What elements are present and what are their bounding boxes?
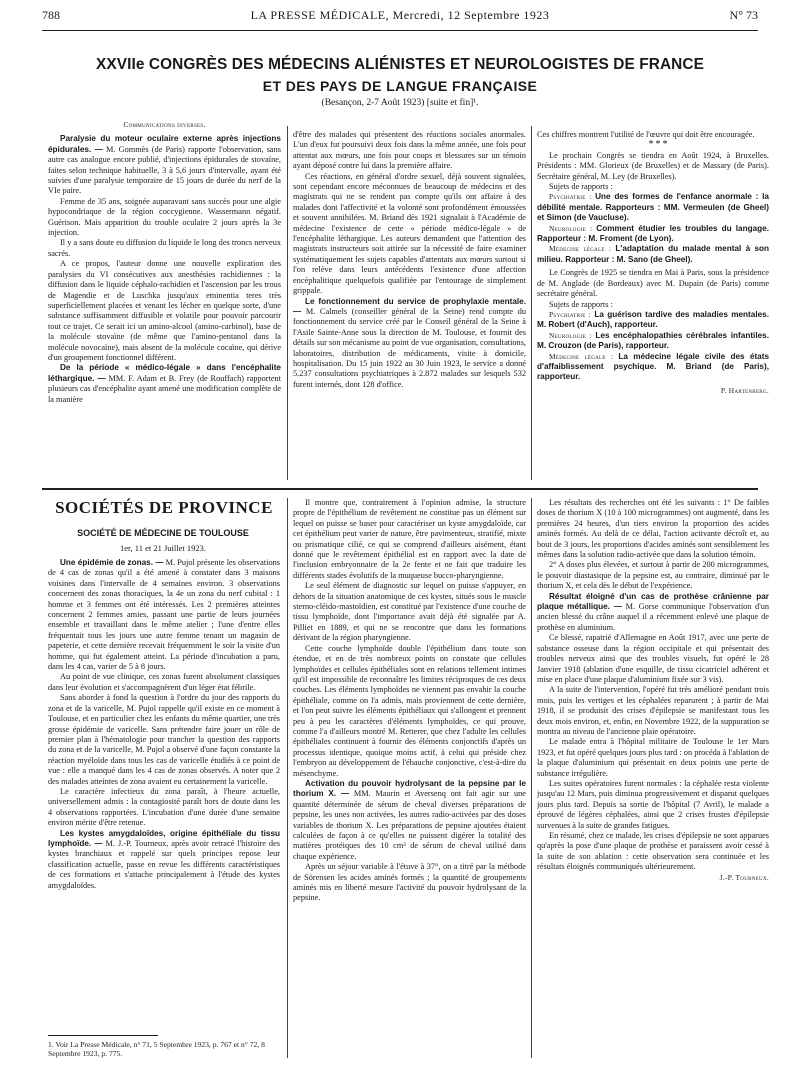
report-category: Médecine légale :	[549, 244, 612, 254]
article-heading: Les kystes amygdaloïdes, origine épithéliale du tissu lymphoïde. —	[48, 828, 280, 848]
paragraph: Sans aborder à fond la question à l'ordre du jour des rapports du zona et de la varicelle, M. Pujol rappelle qu'il existe en ce moment à Toulouse, et en particulier chez les enfants du même quartier, une très grosse épidémie de varicelle. Sans prétendre faire jouer un rôle de premier plan à l'hématologie pour trancher la question des rapports du zona et de la varicelle, M. Pujol a observé d'une façon constante la réaction myéloïde dans tous les cas de varicelle étudiés à ce point de vue : elle a manqué dans les 4 cas de zonas observés. A noter que 2 des malades atteintes de zona avaient eu certainement la varicelle.	[48, 693, 280, 786]
congress-title-line2: ET DES PAYS DE LANGUE FRANÇAISE	[262, 78, 538, 94]
paragraph: A ce propos, l'auteur donne une nouvelle explication des paralysies du VI consécutives aux anesthésies rachidiennes : la diffusion dans le liquide céphalo-rachidien et l'ascension par les trous de Magendie et de Luschka jusqu'aux eminentia teres très superficiellement placées et venant les lécher en quelque sorte, d'une substance suffisamment diffusible et volatile pour pouvoir parcourir tout ce trajet. Ce serait ici un amino-alcool (amino-carbinol), base de la molécule stovaïne (de même que l'amino-pentanol dans la molécule novocaïne), mais absent de la molécule cocaïne, qui dérive d'un groupement fonctionnel différent.	[48, 259, 281, 362]
report-category: Neurologie :	[549, 330, 592, 340]
report-item: L'adaptation du malade mental à son milieu. Rapporteur : M. Sano (de Gheel).	[537, 244, 769, 264]
article-heading: De la période « médico-légale » dans l'encéphalite léthargique. —	[48, 363, 281, 383]
paragraph: M. Calmels (conseiller général de la Seine) rend compte du fonctionnement du service créé par le Conseil général de la Seine à l'Asile Sainte-Anne sous la direction de M. Toulouse, et fournit des détails sur son mécanisme au point de vue organisation, consultations, laboratoires, distribution de médicaments, visite à domicile, hospitalisation. Du 15 juin 1922 au 30 Juin 1923, le service a donné 5.237 consultations psychiatriques à 2.872 malades sur lesquels 532 furent internés, dont 128 d'office.	[293, 306, 526, 389]
congress-column-1	[48, 120, 281, 484]
paragraph: Ce blessé, rapatrié d'Allemagne en Août 1917, avec une perte de substance osseuse dans la région occipitale et qui présentait des troubles nerveux ainsi que des troubles visuels, fut opéré le 28 Janvier 1918 (ablation d'une esquille, de tissu cicatriciel adhérent et mise en place d'une plaque d'aluminium fixée sur 3 vis).	[537, 633, 769, 684]
running-title: LA PRESSE MÉDICALE, Mercredi, 12 Septembre 1923	[250, 8, 550, 22]
article-heading: Paralysie du moteur oculaire externe après injections épidurales. —	[48, 134, 281, 154]
footnote-rule	[48, 1035, 158, 1036]
column-rule	[287, 498, 288, 1058]
society-name: SOCIÉTÉ DE MÉDECINE DE TOULOUSE	[77, 528, 249, 538]
report-item: Les encéphalopathies cérébrales infantiles. M. Crouzon (de Paris), rapporteur.	[537, 330, 769, 351]
running-header	[42, 8, 758, 24]
paragraph: M. Gorse communique l'observation d'un ancien blessé du crâne auquel il a récemment enlevé une plaque de prothèse en aluminium.	[537, 602, 769, 632]
report-category: Médecine légale :	[549, 351, 614, 361]
report-item: La guérison tardive des maladies mentales. M. Robert (d'Auch), rapporteur.	[537, 309, 769, 330]
report-category: Psychiatrie :	[549, 309, 592, 319]
paragraph: Cette couche lymphoïde double l'épithélium dans toute son étendue, et en de très nombreux points on constate que cellules lymphoïdes et cellules épithéliales sont en relations tellement intimes qu'il est impossible de reconnaître les limites réciproques de ces deux couches. Les éléments lymphoïdes ne viennent pas envahir la couche épithéliale, comme on l'a admis, mais proviennent de cette dernière, et l'on peut suivre les éléments épithéliaux qui s'allongent et prennent peu à peu les caractères d'éléments lymphoïdes, ce qui prouve, comme l'a d'ailleurs montré M. Retterer, que chez l'adulte les cellules épithéliales continuent à fournir des éléments conjonctifs d'après un processus identique, quoique moins actif, à celui qui préside chez l'embryon au développement de l'ébauche conjonctive, c'est-à-dire du mésenchyme.	[293, 643, 526, 778]
column-rule	[531, 498, 532, 1058]
paragraph: A la suite de l'intervention, l'opéré fut très amélioré pendant trois mois, puis les vertiges et les céphalées reparurent ; à partir de Mai 1918, il se produisit des crises d'épilepsie se manifestant tous les deux mois environ, et, enfin, en Novembre 1922, de la suppuration se montra au niveau de l'ancienne plaie opératoire.	[537, 685, 769, 736]
signature: J.-P. Tourneux.	[719, 872, 769, 882]
section-rule	[42, 488, 758, 490]
paragraph: Ces chiffres montrent l'utilité de l'œuvre qui doit être encouragée.	[537, 130, 755, 139]
paragraph: Les résultats des recherches ont été les suivants : 1° De faibles doses de thorium X (10 à 100 microgrammes) ont augmenté, dans les premières 24 heures, d'un tiers environ la proportion des acides aminés formés. Au delà de ce délai, l'action activante décroît et, au bout de 3 jours, les proportions d'acides aminés sont sensiblement les mêmes dans la solution radio-activée que dans la solution témoin.	[537, 498, 769, 560]
paragraph: Le caractère infectieux du zona paraît, à l'heure actuelle, universellement admis : la contagiosité paraît hors de doute dans les 4 observations rapportées. L'incubation d'une durée d'une semaine environ mérite d'être retenue.	[48, 786, 280, 828]
paragraph: Femme de 35 ans, soignée auparavant sans succès pour une algie hypocondriaque de la région coccygienne. Wassermann négatif. Guérison. Mais apparition du trouble oculaire 2 jours après la 3e injection.	[48, 196, 281, 238]
paragraph: Au point de vue clinique, ces zonas furent absolument classiques dans leur évolution et s'accompagnèrent d'un léger état fébrile.	[48, 672, 280, 692]
section-heading: Communications diverses.	[123, 120, 206, 129]
footnote: 1. Voir La Presse Médicale, n° 71, 5 Septembre 1923, p. 767 et n° 72, 8 Septembre 1923, p. 775.	[48, 1040, 265, 1059]
congress-subtitle: (Besançon, 2-7 Août 1923) [suite et fin]¹.	[321, 98, 479, 108]
paragraph: Le Congrès de 1925 se tiendra en Mai à Paris, sous la présidence de M. Anglade (de Bordeaux) avec M. Dupain (de Paris) comme secrétaire général.	[537, 268, 769, 299]
province-column-1	[48, 558, 280, 1032]
paragraph: M. Pujol présente les observations de 4 cas de zonas qu'il a été amené à constater dans 3 maisons voisines dans l'intervalle de 4 semaines environ. 3 observations concernent des zonas thoraciques, la 4e un zona du nerf cubital : 1 homme et 3 femmes ont été intéressés. Les 2 premières atteintes concernent 2 femmes amies, passant une partie de leurs journées ensemble et travaillant dans le même atelier ; l'une d'entre elles fréquentait tous les jours une autre femme tenant un magasin de papeterie, et cette dernière recevait fréquemment le soir la visite d'un homme, qui fut également atteint. La période d'incubation a paru, dans les 4 cas, varier de 5 à 8 jours.	[48, 558, 280, 672]
paragraph: d'être des malades qui présentent des réactions sociales anormales. L'un d'eux fut poursuivi deux fois dans la même année, une fois pour attentat aux mœurs, une fois pour coups et blessures sur un témoin ayant déposé contre lui dans la première affaire.	[293, 130, 526, 171]
society-date: 1er, 11 et 21 Juillet 1923.	[120, 543, 206, 553]
paragraph: Les suites opératoires furent normales : la céphalée resta violente jusqu'au 12 Mars, puis diminua progressivement et disparut quelques jours plus tard. Depuis sa sortie de l'hôpital (7 Avril), le malade a éprouvé de légères céphalées, ainsi que 2 crises frustes d'épilepsie survenues à la suite de grandes fatigues.	[537, 778, 769, 830]
article-heading: Activation du pouvoir hydrolysant de la pepsine par le thorium X. —	[293, 778, 526, 799]
paragraph: MM. Maurin et Aversenq ont fait agir sur une quantité déterminée de sérum de cheval diverses préparations de pepsine, les unes non activées, les autres radio-activées par des doses variables de thorium X. Les préparations de pepsine ajoutées étaient calculées de façon à ce qu'elles ne puissent digérer la totalité des matières protéiques des 10 cm³ de sérum de cheval utilisé dans chaque expérience.	[293, 789, 526, 861]
report-category: Psychiatrie :	[549, 192, 592, 202]
paragraph: Il y a sans doute eu diffusion du liquide le long des troncs nerveux sacrés.	[48, 238, 281, 258]
page-number: 788	[42, 8, 60, 22]
section-separator: ***	[648, 139, 670, 151]
paragraph: Le seul élément de diagnostic sur lequel on puisse s'appuyer, en dehors de la situation anatomique de ces kystes, situés sous le muscle sterno-cléido-mastoïdien, est constitué par l'existence d'une couche de tissu lymphoïde, dont l'importance avait déjà été signalée par A. Pilliet en 1889, et qui ne se rencontre que dans les formations dérivant de la région pharyngienne.	[293, 581, 526, 643]
issue-number: N° 73	[729, 8, 758, 22]
report-category: Neurologie :	[549, 223, 593, 233]
column-rule	[287, 126, 288, 480]
province-column-2	[293, 498, 526, 1060]
paragraph: Il montre que, contrairement à l'opinion admise, la structure propre de l'épithélium de revêtement ne constitue pas un élément sur lequel on puisse se baser pour caractériser un kyste amygdaloïde, car cet épithélium peut varier de nature, être pavimenteux, stratifié, mixte ou prismatique cilié, ce qui se comprend d'ailleurs aisément, étant donné que le revêtement épithélial est en rapport avec la date de l'inclusion embryonnaire de la 2e fente et ne fait que traduire les différents stades évolutifs de la muqueuse bucco-pharyngienne.	[293, 498, 526, 580]
congress-title: XXVIIe CONGRÈS DES MÉDECINS ALIÉNISTES ET NEUROLOGISTES DE FRANCE	[96, 56, 704, 73]
signature: P. Hartenberg.	[720, 385, 769, 395]
paragraph: M. Gommès (de Paris) rapporte l'observation, sans autre cas analogue encore publié, d'injections épidurales de stovaïne, faites selon technique habituelle, 3 à 5,6 jours d'intervalle, ayant été suivies d'une paralysie temporaire de 15 jours de durée du nerf de la VIe paire.	[48, 144, 281, 196]
header-rule	[42, 30, 758, 31]
paragraph: M. J.-P. Tourneux, après avoir retracé l'histoire des kystes branchiaux et rappelé sur quels principes repose leur classification actuelle, passe en revue les différents caractéristiques de ces formations et s'attache principalement à l'étude des kystes amygdaloïdes.	[48, 838, 280, 890]
report-item: La médecine légale civile des états d'affaiblissement psychique. M. Briand (de Paris), rapporteur.	[537, 351, 769, 382]
article-heading: Une épidémie de zonas. —	[60, 558, 164, 567]
congress-column-2	[293, 130, 526, 484]
congress-column-3	[537, 130, 769, 484]
paragraph: 2° A doses plus élevées, et surtout à partir de 200 microgrammes, le pouvoir diastasique de la pepsine est, au contraire, diminué par le thorium X, et cela dès le début de l'expérience.	[537, 560, 769, 591]
paragraph: MM. F. Adam et B. Frey (de Rouffach) rapportent plusieurs cas d'encéphalite ayant amené une modification complète de la manière	[48, 373, 281, 404]
paragraph: Ces réactions, en général d'ordre sexuel, déjà souvent signalées, sont cependant encore méconnues de beaucoup de médecins et des magistrats qui ne se rendent pas compte qu'ils ont affaire à des malades dont l'affectivité et la volonté sont profondément émoussées et souvent annihilées. M. Briand dès 1921 signalait à l'Académie de médecine l'existence de cette « période médico-légale » de l'encéphalite léthargique. Les auteurs demandent que l'attention des magistrats instructeurs soit attirée sur la nécessité de faire examiner systématiquement les sujets capables d'attentats aux mœurs surtout si l'on relève dans leurs antécédents l'existence d'une affection encéphalitique quelquefois qualifiée par l'entourage de simplement grippale.	[293, 171, 526, 296]
article-heading: Le fonctionnement du service de prophylaxie mentale. —	[293, 296, 526, 316]
paragraph: Le prochain Congrès se tiendra en Août 1924, à Bruxelles. Présidents : MM. Glorieux (de Bruxelles) et de Massary (de Paris). Secrétaire général, M. Ley (de Bruxelles).	[537, 150, 769, 181]
subjects-label: Sujets de rapports :	[549, 299, 613, 309]
article-heading: Résultat éloigné d'un cas de prothèse crânienne par plaque métallique. —	[537, 591, 769, 612]
province-title: SOCIÉTÉS DE PROVINCE	[55, 498, 273, 517]
subjects-label: Sujets de rapports :	[549, 182, 613, 192]
paragraph: En résumé, chez ce malade, les crises d'épilepsie ne sont apparues qu'après la pose d'une plaque de prothèse et paraissent avoir cessé à la suite de son ablation : cette observation sera continuée et les résultats éloignés communiqués ultérieurement.	[537, 831, 769, 872]
paragraph: Le malade entra à l'hôpital militaire de Toulouse le 1er Mars 1923, et fut opéré quelques jours plus tard : on procéda à l'ablation de la plaque d'aluminium qui présentait en deux points une perte de substance irrégulière.	[537, 737, 769, 778]
column-rule	[531, 126, 532, 480]
paragraph: Après un séjour variable à l'étuve à 37°, on a titré par la méthode de Sörensen les acides aminés formés ; la quantité de groupements aminés mis en liberté mesure l'activité du pouvoir hydrolysant de la pepsine.	[293, 862, 526, 903]
report-item: Comment étudier les troubles du langage. Rapporteur : M. Froment (de Lyon).	[537, 223, 769, 244]
province-column-3	[537, 498, 769, 1060]
report-item: Une des formes de l'enfance anormale : la débilité mentale. Rapporteurs : MM. Vermeulen (de Gheel) et Simon (de Vaucluse).	[537, 192, 769, 223]
